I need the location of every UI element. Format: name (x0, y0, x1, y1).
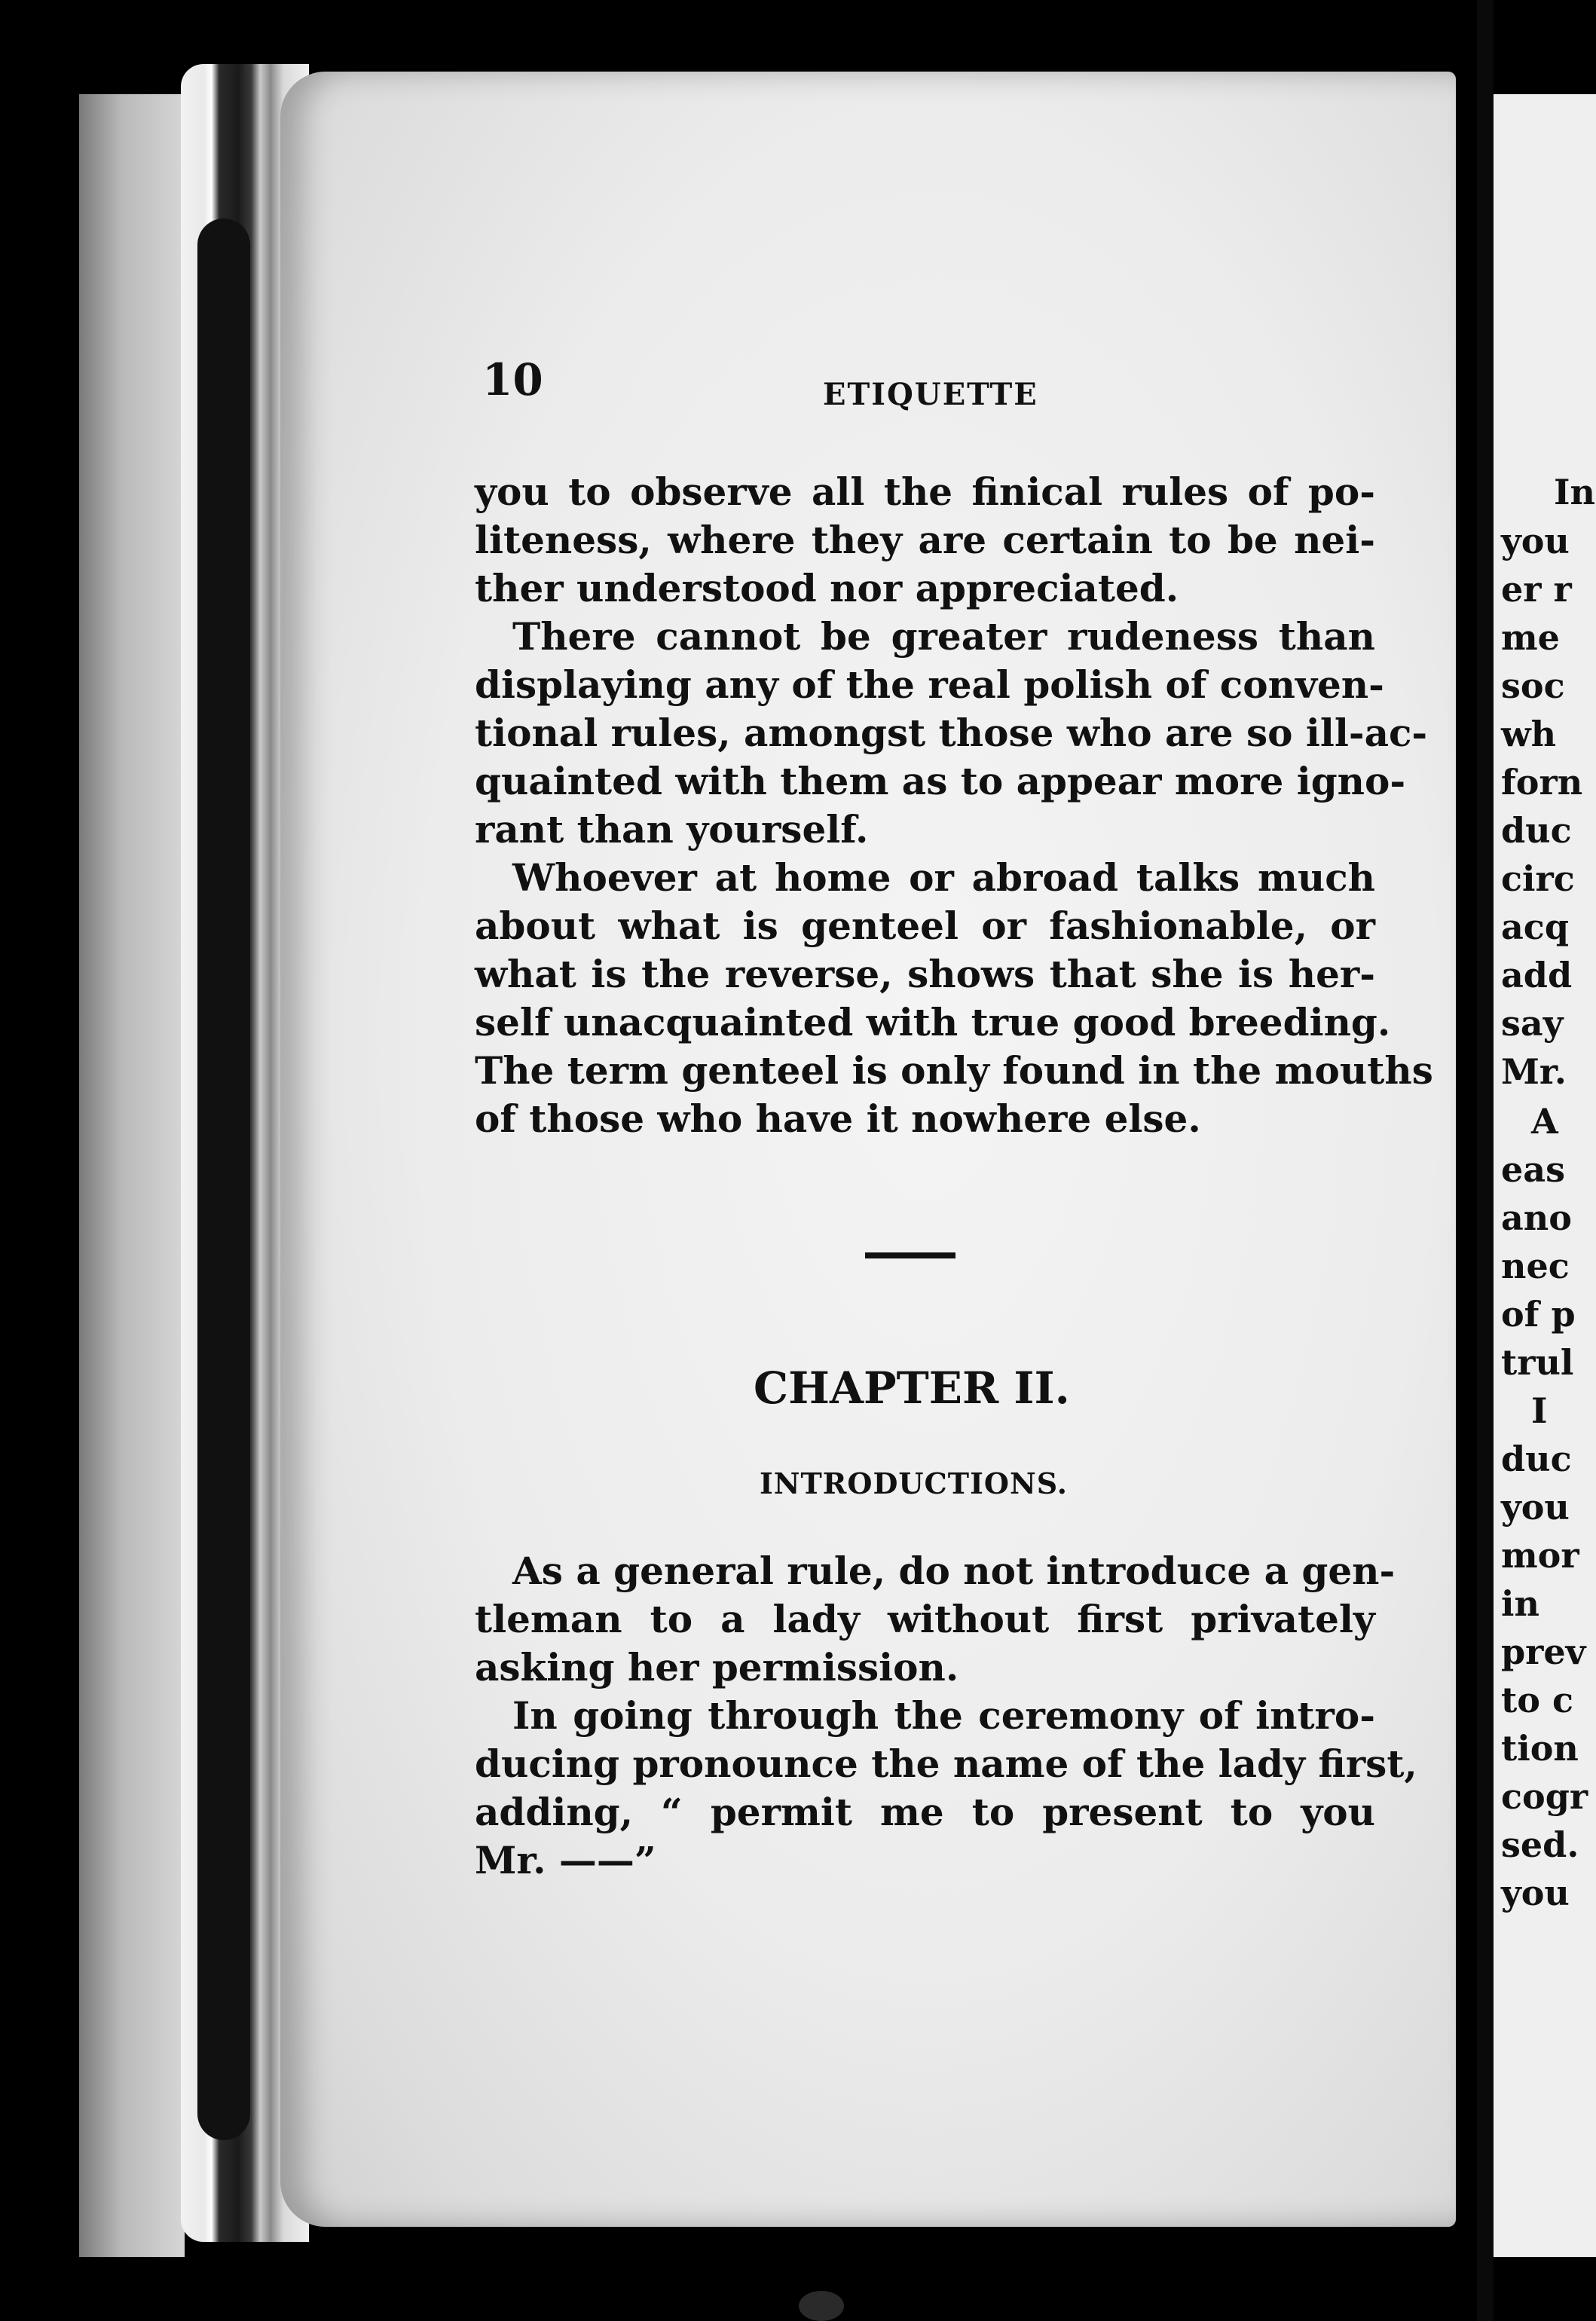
right-page-word: ano (1501, 1197, 1572, 1238)
body-line: tional rules, amongst those who are so ill-ac- (475, 711, 1428, 755)
right-page-word: to c (1501, 1680, 1573, 1720)
right-page-word: mor (1501, 1535, 1579, 1576)
body-line: liteness, where they are certain to be nei- (475, 518, 1375, 562)
chapter-line: Mr. ——” (475, 1838, 656, 1882)
body-line: what is the reverse, shows that she is her- (475, 952, 1375, 996)
body-line: displaying any of the real polish of conven- (475, 662, 1384, 707)
right-page-word: wh (1501, 714, 1557, 754)
body-line: Whoever at home or abroad talks much (512, 855, 1375, 900)
chapter-line: In going through the ceremony of intro- (512, 1693, 1375, 1738)
chapter-title: CHAPTER II. (754, 1362, 1070, 1414)
body-line: you to observe all the finical rules of po- (475, 469, 1375, 514)
right-page-word: trul (1501, 1342, 1574, 1383)
right-page-word: circ (1501, 858, 1575, 899)
body-line: rant than yourself. (475, 807, 869, 852)
right-page-word: in (1501, 1583, 1539, 1624)
right-page-word: you (1501, 1487, 1570, 1527)
right-page-word: soc (1501, 665, 1565, 706)
right-page-word: me (1501, 617, 1560, 658)
right-page-word: sed. (1501, 1824, 1579, 1865)
right-page-word: In (1554, 472, 1595, 512)
right-page-fragment (1494, 94, 1596, 2257)
body-line: The term genteel is only found in the mouths (475, 1048, 1433, 1093)
right-page-word: add (1501, 955, 1573, 995)
right-page-word: eas (1501, 1149, 1565, 1190)
scan-artifact (799, 2291, 844, 2321)
page-number: 10 (482, 354, 543, 405)
right-page-word: duc (1501, 810, 1572, 851)
right-page-word: acq (1501, 907, 1569, 947)
right-page-word: I (1531, 1390, 1548, 1431)
right-page-word: say (1501, 1003, 1564, 1044)
right-page-word: you (1501, 521, 1570, 561)
right-page-word: you (1501, 1873, 1570, 1913)
body-line: self unacquainted with true good breeding. (475, 1000, 1391, 1044)
body-line: about what is genteel or fashionable, or (475, 904, 1375, 948)
section-divider-rule (865, 1252, 955, 1258)
chapter-line: asking her permission. (475, 1645, 959, 1690)
body-line: of those who have it nowhere else. (475, 1096, 1201, 1141)
section-title: INTRODUCTIONS. (760, 1466, 1069, 1500)
chapter-line: As a general rule, do not introduce a gen- (512, 1549, 1396, 1593)
scan-backdrop (79, 94, 185, 2257)
right-page-word: prev (1501, 1631, 1586, 1672)
right-page-word: cogr (1501, 1776, 1588, 1817)
right-page-word: Mr. (1501, 1051, 1567, 1092)
running-head: ETIQUETTE (823, 377, 1038, 412)
right-page-word: forn (1501, 762, 1583, 803)
chapter-line: ducing pronounce the name of the lady first, (475, 1742, 1417, 1786)
body-line: quainted with them as to appear more igno- (475, 759, 1406, 803)
right-page-word: of p (1501, 1294, 1576, 1335)
right-page-word: nec (1501, 1246, 1570, 1286)
body-line: ther understood nor appreciated. (475, 566, 1179, 610)
right-page-word: A (1531, 1101, 1558, 1142)
chapter-line: tleman to a lady without first privately (475, 1597, 1375, 1641)
right-page-word: tion (1501, 1728, 1579, 1769)
book-binding (197, 219, 250, 2140)
chapter-line: adding, “ permit me to present to you (475, 1790, 1375, 1834)
body-line: There cannot be greater rudeness than (512, 614, 1375, 659)
right-page-word: er r (1501, 569, 1572, 610)
right-page-word: duc (1501, 1439, 1572, 1479)
page-gutter (1477, 0, 1494, 2321)
